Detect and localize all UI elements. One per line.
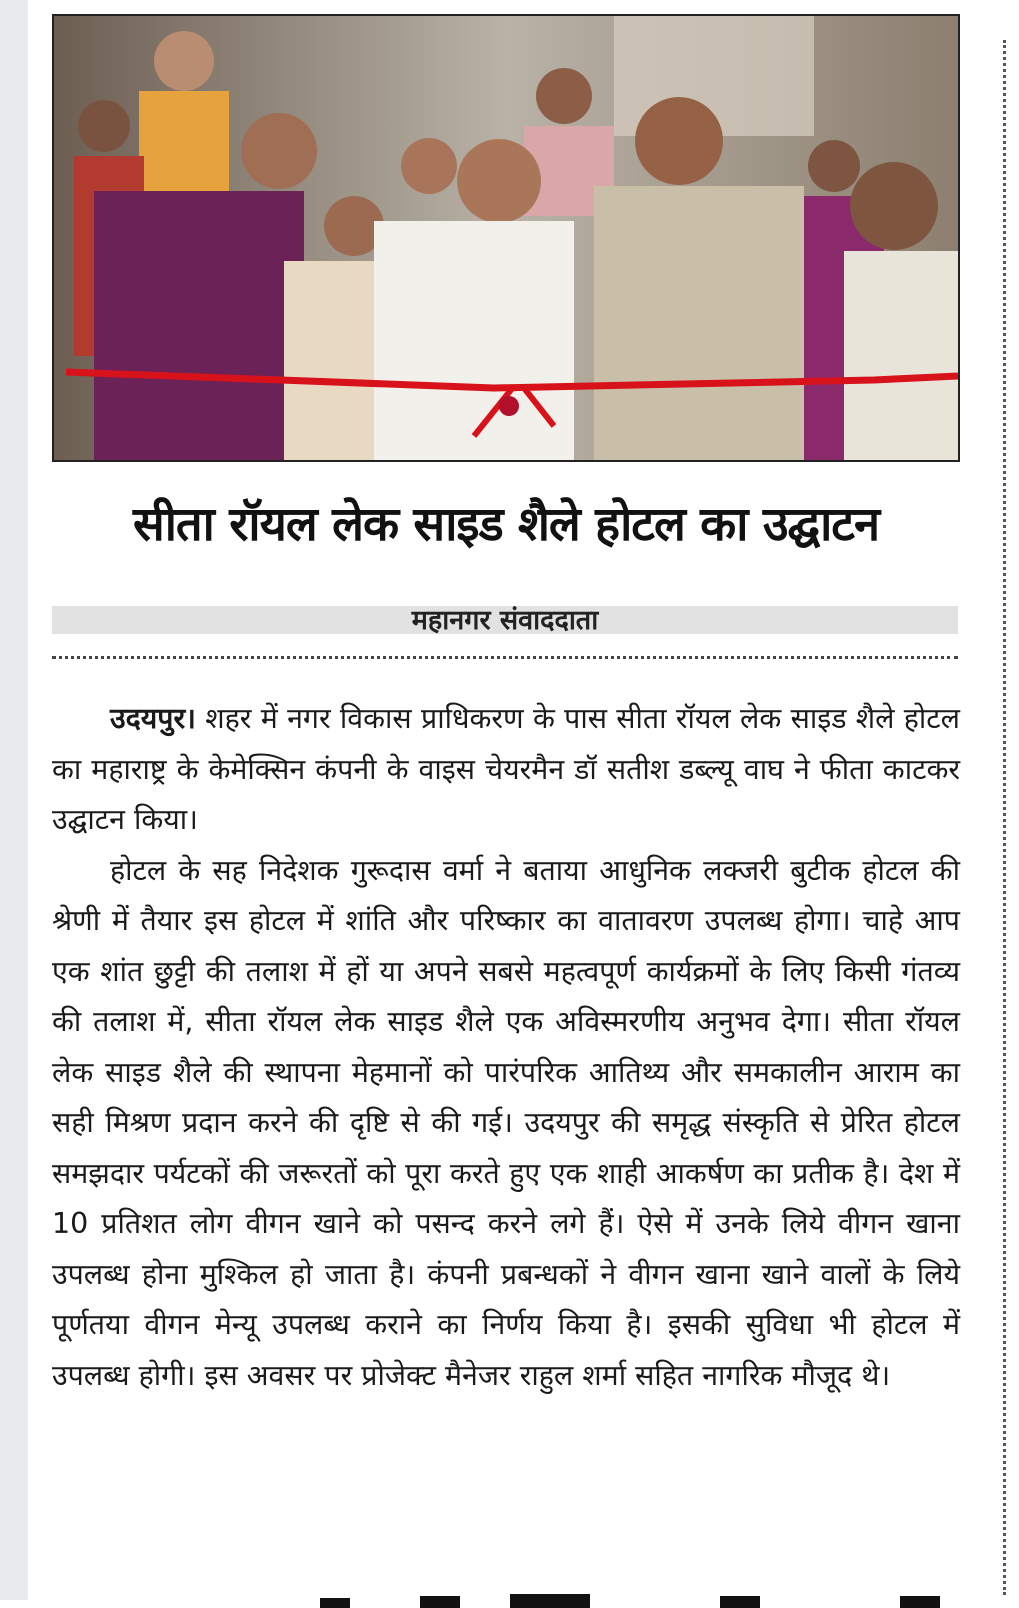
article-headline: सीता रॉयल लेक साइड शैले होटल का उद्घाटन [132, 497, 880, 552]
next-headline-cutoff [300, 1578, 1000, 1608]
byline: महानगर संवाददाता [411, 605, 599, 636]
dateline: उदयपुर। [110, 702, 196, 735]
column-divider [1003, 40, 1006, 1595]
page-margin-strip [0, 0, 28, 1600]
article-paragraph-2: होटल के सह निदेशक गुरूदास वर्मा ने बताया आधुनिक लक्जरी बुटीक होटल की श्रेणी में तैयार इस होटल में शांति और परिष्कार का वातावरण उपलब्ध होगा। चाहे आप एक शांत छुट्टी की तलाश में हों या अपने सबसे महत्वपूर्ण कार्यक्रमों के लिए किसी गंतव्य की तलाश में, सीता रॉयल लेक साइड शैले एक अविस्मरणीय अनुभव देगा। सीता रॉयल लेक साइड शैले की स्थापना मेहमानों को पारंपरिक आतिथ्य और समकालीन आराम का सही मिश्रण प्रदान करने की दृष्टि से की गई। उदयपुर की समृद्ध संस्कृति से प्रेरित होटल समझदार पर्यटकों की जरूरतों को पूरा करते हुए एक शाही आकर्षण का प्रतीक है। देश में 10 प्रतिशत लोग वीगन खाने को पसन्द करने लगे हैं। ऐसे में उनके लिये वीगन खाना उपलब्ध होना मुश्किल हो जाता है। कंपनी प्रबन्धकों ने वीगन खाना खाने वालों के लिये पूर्णतया वीगन मेन्यू उपलब्ध कराने का निर्णय किया है। इसकी सुविधा भी होटल में उपलब्ध होगी। इस अवसर पर प्रोजेक्ट मैनेजर राहुल शर्मा सहित नागरिक मौजूद थे। [52, 853, 960, 1392]
article-body [52, 694, 960, 1401]
dotted-divider [52, 656, 958, 659]
paragraph-1-text: शहर में नगर विकास प्राधिकरण के पास सीता रॉयल लेक साइड शैले होटल का महाराष्ट्र के केमेक्सिन कंपनी के वाइस चेयरमैन डॉ सतीश डब्ल्यू वाघ ने फीता काटकर उद्घाटन किया। [52, 702, 960, 836]
article-paragraph-1 [52, 694, 960, 846]
ribbon-cutting-photo [54, 16, 958, 460]
news-photo [52, 14, 960, 462]
